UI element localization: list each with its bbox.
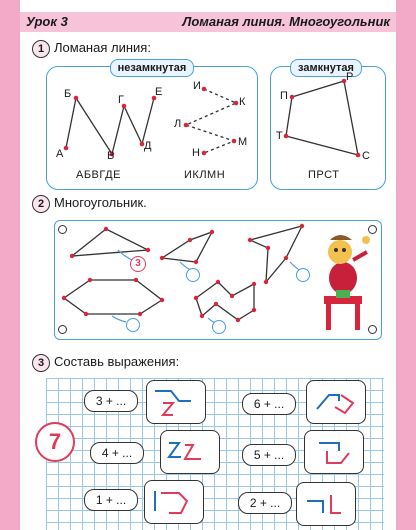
- polygon-quad: [162, 232, 212, 262]
- point-label-b: Б: [64, 88, 72, 100]
- answer-circle-empty[interactable]: [186, 268, 200, 282]
- expression-right-3[interactable]: 2 + ...: [238, 492, 292, 514]
- point-label-i: И: [193, 80, 201, 92]
- point-label-v: В: [107, 150, 115, 162]
- shape-card[interactable]: [146, 380, 206, 424]
- shape-card[interactable]: [306, 380, 366, 424]
- shape-card-figure: [297, 483, 355, 525]
- polygon-triangle: [72, 229, 148, 256]
- shape-card[interactable]: [304, 430, 364, 474]
- target-number: 7: [35, 422, 75, 462]
- point-label-m: М: [238, 136, 248, 148]
- cartoon-character-image: [316, 226, 376, 332]
- shape-card-figure: [145, 481, 203, 523]
- expression-right-2[interactable]: 5 + ...: [242, 444, 296, 466]
- point-label-r: Р: [346, 71, 354, 83]
- expression-right-1[interactable]: 6 + ...: [242, 393, 296, 415]
- polygon-answer-circle: 3: [130, 256, 146, 272]
- shape-card-figure: [305, 431, 363, 473]
- expression-left-2[interactable]: 4 + ...: [90, 442, 144, 464]
- point-label-l: Л: [174, 118, 182, 130]
- expression-left-1[interactable]: 3 + ...: [84, 390, 138, 412]
- section-2-title: Многоугольник.: [54, 195, 147, 210]
- point-label-p: П: [280, 90, 288, 102]
- shape-card[interactable]: [160, 430, 220, 474]
- shape-card-figure: [147, 381, 205, 423]
- word-iklmn: ИКЛМН: [184, 169, 226, 181]
- section-1-title: Ломаная линия:: [54, 40, 151, 55]
- section-3-number: 3: [32, 354, 50, 372]
- shape-card-figure: [161, 431, 219, 473]
- point-label-g: Г: [118, 94, 124, 106]
- point-label-t: Т: [276, 130, 283, 142]
- answer-circle-empty[interactable]: [126, 318, 140, 332]
- polygon-octagon: [196, 282, 254, 320]
- section-2-number: 2: [32, 195, 50, 213]
- lesson-title: Ломаная линия. Многоугольник: [182, 14, 390, 29]
- closed-polyline-tag: замкнутая: [290, 59, 362, 77]
- section-3-title: Составь выражения:: [54, 354, 180, 369]
- point-label-k: К: [239, 96, 246, 108]
- shape-card[interactable]: [144, 480, 204, 524]
- polygon-hexagon: [64, 280, 162, 314]
- answer-circle-empty[interactable]: [212, 320, 226, 334]
- shape-card[interactable]: [296, 482, 356, 526]
- word-abvgde: АБВГДЕ: [76, 169, 121, 181]
- point-label-s: С: [362, 150, 370, 162]
- expression-left-3[interactable]: 1 + ...: [84, 489, 138, 511]
- shape-card-figure: [307, 381, 365, 423]
- point-label-d: Д: [144, 140, 152, 152]
- lesson-number: Урок 3: [26, 14, 68, 29]
- section-1-number: 1: [32, 40, 50, 58]
- answer-circle-empty[interactable]: [296, 268, 310, 282]
- point-label-n: Н: [192, 147, 200, 159]
- point-label-e: Е: [155, 86, 163, 98]
- point-label-a: А: [56, 148, 64, 160]
- word-prst: ПРСТ: [308, 169, 340, 181]
- open-polyline-tag: незамкнутая: [110, 59, 194, 77]
- polygon-pentagon: [250, 226, 302, 282]
